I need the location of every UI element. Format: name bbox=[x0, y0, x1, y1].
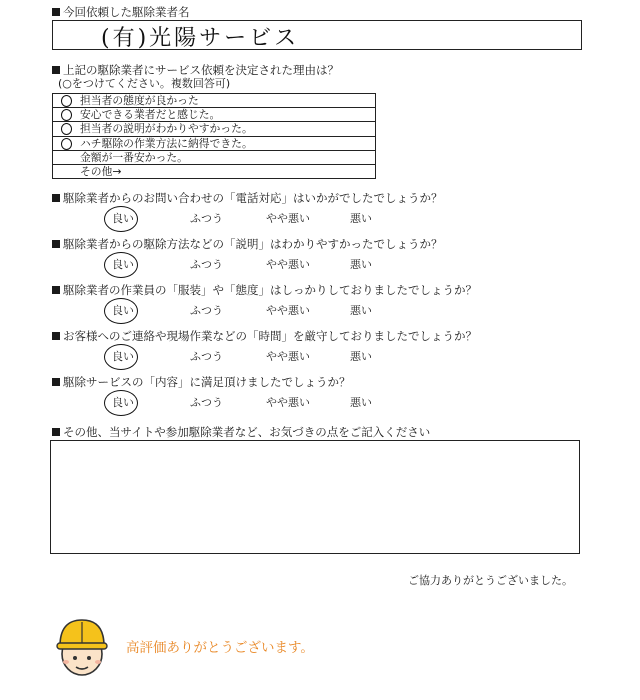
rating-option[interactable]: 悪い bbox=[350, 212, 372, 225]
reason-item[interactable]: その他→ bbox=[53, 164, 375, 178]
reason-checklist bbox=[52, 93, 376, 179]
rating-option[interactable]: 良い bbox=[112, 396, 134, 409]
rating-option[interactable]: やや悪い bbox=[266, 258, 310, 271]
rating-option[interactable]: 悪い bbox=[350, 258, 372, 271]
reason-item[interactable]: 金額が一番安かった。 bbox=[53, 150, 375, 164]
bullet-square-icon bbox=[52, 240, 60, 248]
comments-textarea[interactable] bbox=[50, 440, 580, 554]
closing-message: ご協力ありがとうございました。 bbox=[408, 574, 573, 587]
rating-option[interactable]: 悪い bbox=[350, 304, 372, 317]
bullet-square-icon bbox=[52, 332, 60, 340]
reason-instruction: (○をつけてください。複数回答可) bbox=[58, 77, 231, 90]
question-1: 駆除業者からのお問い合わせの「電話対応」はいかがでしたでしょうか？ bbox=[52, 191, 443, 205]
rating-option[interactable]: ふつう bbox=[190, 396, 223, 409]
rating-option[interactable]: ふつう bbox=[190, 350, 223, 363]
rating-option[interactable]: やや悪い bbox=[266, 350, 310, 363]
rating-option[interactable]: 良い bbox=[112, 350, 134, 363]
question-3: 駆除業者の作業員の「服装」や「態度」はしっかりしておりましたでしょうか？ bbox=[52, 283, 477, 297]
worker-mascot-icon bbox=[52, 612, 112, 684]
rating-option[interactable]: 良い bbox=[112, 212, 134, 225]
rating-option[interactable]: 悪い bbox=[350, 350, 372, 363]
company-section-title: 今回依頼した駆除業者名 bbox=[52, 5, 190, 19]
question-2: 駆除業者からの駆除方法などの「説明」はわかりやすかったでしょうか？ bbox=[52, 237, 443, 251]
handwritten-circle-icon bbox=[61, 95, 72, 107]
reason-section-title: 上記の駆除業者にサービス依頼を決定された理由は？ bbox=[52, 63, 339, 77]
rating-option[interactable]: 良い bbox=[112, 304, 134, 317]
selection-circle-icon bbox=[104, 344, 138, 370]
company-name-field[interactable] bbox=[52, 20, 582, 50]
selection-circle-icon bbox=[104, 206, 138, 232]
handwritten-circle-icon bbox=[61, 138, 72, 150]
reason-item[interactable]: ハチ駆除の作業方法に納得できた。 bbox=[53, 136, 375, 150]
bullet-square-icon bbox=[52, 194, 60, 202]
bullet-square-icon bbox=[52, 8, 60, 16]
rating-option[interactable]: やや悪い bbox=[266, 396, 310, 409]
rating-option[interactable]: 悪い bbox=[350, 396, 372, 409]
selection-circle-icon bbox=[104, 390, 138, 416]
rating-option[interactable]: 良い bbox=[112, 258, 134, 271]
question-4: お客様へのご連絡や現場作業などの「時間」を厳守しておりましたでしょうか？ bbox=[52, 329, 477, 343]
handwritten-company-name: (有)光陽サービス bbox=[101, 26, 300, 51]
praise-message: 高評価ありがとうございます。 bbox=[126, 640, 314, 656]
handwritten-circle-icon bbox=[61, 109, 72, 121]
comments-section-title: その他、当サイトや参加駆除業者など、お気づきの点をご記入ください bbox=[52, 425, 430, 439]
bullet-square-icon bbox=[52, 66, 60, 74]
bullet-square-icon bbox=[52, 428, 60, 436]
bullet-square-icon bbox=[52, 378, 60, 386]
handwritten-circle-icon bbox=[61, 123, 72, 135]
question-5: 駆除サービスの「内容」に満足頂けましたでしょうか？ bbox=[52, 375, 351, 389]
reason-item[interactable]: 担当者の説明がわかりやすかった。 bbox=[53, 121, 375, 135]
reason-item[interactable]: 安心できる業者だと感じた。 bbox=[53, 107, 375, 121]
rating-option[interactable]: ふつう bbox=[190, 304, 223, 317]
selection-circle-icon bbox=[104, 252, 138, 278]
rating-option[interactable]: やや悪い bbox=[266, 212, 310, 225]
bullet-square-icon bbox=[52, 286, 60, 294]
selection-circle-icon bbox=[104, 298, 138, 324]
rating-option[interactable]: ふつう bbox=[190, 258, 223, 271]
rating-option[interactable]: やや悪い bbox=[266, 304, 310, 317]
reason-item[interactable]: 担当者の態度が良かった bbox=[53, 94, 375, 107]
rating-option[interactable]: ふつう bbox=[190, 212, 223, 225]
